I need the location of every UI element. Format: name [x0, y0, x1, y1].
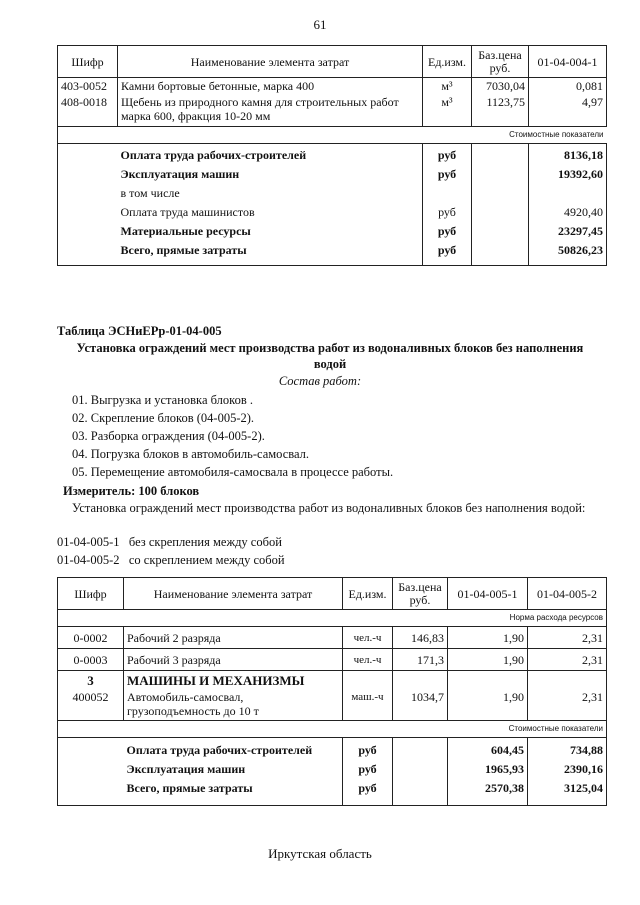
work-item: 02. Скрепление блоков (04-005-2).	[72, 411, 255, 425]
work-item: 01. Выгрузка и установка блоков .	[72, 393, 253, 407]
works-list	[72, 391, 393, 481]
cost-unit: руб	[423, 163, 472, 182]
row-value-1: 1,90	[448, 689, 528, 721]
group-code: 3	[58, 671, 124, 690]
variant-row	[57, 551, 285, 569]
section-label: Стоимостные показатели	[472, 127, 607, 144]
norm-label-row	[58, 610, 607, 627]
variant-text: без скрепления между собой	[128, 535, 282, 549]
cost-value: 50826,23	[529, 239, 607, 265]
row-name: Щебень из природного камня для строительных работ марка 600, фракция 10-20 мм	[118, 94, 423, 127]
cost-name: Материальные ресурсы	[120, 224, 251, 238]
row-code: 0-0002	[58, 627, 124, 649]
row-code: 0-0003	[58, 649, 124, 671]
table-header	[58, 578, 607, 610]
row-unit: м³	[423, 78, 472, 95]
cost-value-1: 604,45	[448, 738, 528, 759]
cost-name: Всего, прямые затраты	[118, 239, 423, 265]
row-unit: маш.-ч	[343, 689, 393, 721]
cost-row	[58, 777, 607, 805]
header-unit: Ед.изм.	[343, 578, 393, 610]
cost-unit: руб	[343, 777, 393, 805]
variant-row	[57, 533, 282, 551]
work-item: 05. Перемещение автомобиля-самосвала в процессе работы.	[72, 465, 394, 479]
row-price: 1034,7	[393, 689, 448, 721]
section-label-row	[58, 127, 607, 144]
table-row	[58, 649, 607, 671]
cost-value: 23297,45	[529, 220, 607, 239]
variant-code: 01-04-005-1	[57, 535, 120, 549]
page-number: 61	[313, 17, 327, 32]
table-title: Таблица ЭСНиЕРр-01-04-005	[57, 324, 222, 338]
composition-title: Состав работ:	[278, 374, 362, 388]
cost-value: 4920,40	[529, 201, 607, 220]
header-col1: 01-04-004-1	[529, 46, 607, 78]
row-price: 7030,04	[472, 78, 529, 95]
cost-name: Оплата труда рабочих-строителей	[120, 148, 307, 162]
variant-text: со скреплением между собой	[128, 553, 285, 567]
header-unit: Ед.изм.	[423, 46, 472, 78]
cost-unit: руб	[343, 758, 393, 777]
header-price: Баз.цена руб.	[472, 46, 529, 78]
row-name: Камни бортовые бетонные, марка 400	[118, 78, 423, 95]
row-price: 1123,75	[472, 94, 529, 127]
cost-value-2: 3125,04	[528, 777, 607, 805]
section-heading: Установка ограждений мест производства работ из водоналивных блоков без наполнения водой	[76, 341, 584, 371]
cost-row	[58, 144, 607, 164]
cost-unit: руб	[423, 144, 472, 164]
table-row	[58, 627, 607, 649]
row-code: 400052	[58, 689, 124, 721]
cost-unit: руб	[423, 201, 472, 220]
cost-row	[58, 738, 607, 759]
cost-table-2	[57, 577, 607, 806]
row-code: 408-0018	[58, 94, 118, 127]
header-name: Наименование элемента затрат	[118, 46, 423, 78]
cost-row	[58, 182, 607, 201]
row-price: 171,3	[393, 649, 448, 671]
row-value-2: 2,31	[528, 689, 607, 721]
row-value-1: 1,90	[448, 627, 528, 649]
section-label-row	[58, 721, 607, 738]
cost-value: 8136,18	[529, 144, 607, 164]
cost-unit: руб	[423, 239, 472, 265]
header-code: Шифр	[58, 578, 124, 610]
cost-name: Эксплуатация машин	[126, 762, 246, 776]
header-col1: 01-04-005-1	[448, 578, 528, 610]
cost-name: Эксплуатация машин	[120, 167, 240, 181]
header-price: Баз.цена руб.	[393, 578, 448, 610]
cost-name: Оплата труда машинистов	[120, 205, 255, 219]
row-name: Автомобиль-самосвал, грузоподъемность до 10 т	[124, 689, 343, 721]
group-name: МАШИНЫ И МЕХАНИЗМЫ	[124, 671, 343, 690]
table-header	[58, 46, 607, 78]
row-value-1: 1,90	[448, 649, 528, 671]
row-unit: чел.-ч	[343, 649, 393, 671]
table-row	[58, 689, 607, 721]
cost-name: Оплата труда рабочих-строителей	[126, 743, 313, 757]
row-name: Рабочий 3 разряда	[124, 649, 343, 671]
cost-unit: руб	[423, 220, 472, 239]
cost-unit: руб	[343, 738, 393, 759]
header-col2: 01-04-005-2	[528, 578, 607, 610]
row-unit: чел.-ч	[343, 627, 393, 649]
table-row	[58, 78, 607, 95]
variant-code: 01-04-005-2	[57, 553, 120, 567]
cost-value-2: 2390,16	[528, 758, 607, 777]
row-value: 0,081	[529, 78, 607, 95]
cost-row	[58, 758, 607, 777]
description: Установка ограждений мест производства работ из водоналивных блоков без наполнения водой:	[72, 501, 586, 515]
header-name: Наименование элемента затрат	[124, 578, 343, 610]
row-value-2: 2,31	[528, 627, 607, 649]
row-value: 4,97	[529, 94, 607, 127]
cost-value-1: 2570,38	[448, 777, 528, 805]
row-code: 403-0052	[58, 78, 118, 95]
row-name: Рабочий 2 разряда	[124, 627, 343, 649]
group-row	[58, 671, 607, 690]
cost-row	[58, 201, 607, 220]
cost-table-1	[57, 45, 607, 266]
header-code: Шифр	[58, 46, 118, 78]
meter-label: Измеритель: 100 блоков	[63, 484, 200, 498]
work-item: 04. Погрузка блоков в автомобиль-самосвал.	[72, 447, 310, 461]
cost-value-1: 1965,93	[448, 758, 528, 777]
section-label: Стоимостные показатели	[448, 721, 607, 738]
footer-region: Иркутская область	[268, 846, 372, 861]
cost-row	[58, 163, 607, 182]
work-item: 03. Разборка ограждения (04-005-2).	[72, 429, 265, 443]
cost-row	[58, 220, 607, 239]
cost-value-2: 734,88	[528, 738, 607, 759]
row-value-2: 2,31	[528, 649, 607, 671]
row-unit: м³	[423, 94, 472, 127]
cost-value: 19392,60	[529, 163, 607, 182]
cost-row	[58, 239, 607, 265]
norm-label: Норма расхода ресурсов	[393, 610, 607, 627]
cost-name: в том числе	[120, 186, 180, 200]
row-price: 146,83	[393, 627, 448, 649]
cost-name: Всего, прямые затраты	[124, 777, 343, 805]
table-row	[58, 94, 607, 127]
